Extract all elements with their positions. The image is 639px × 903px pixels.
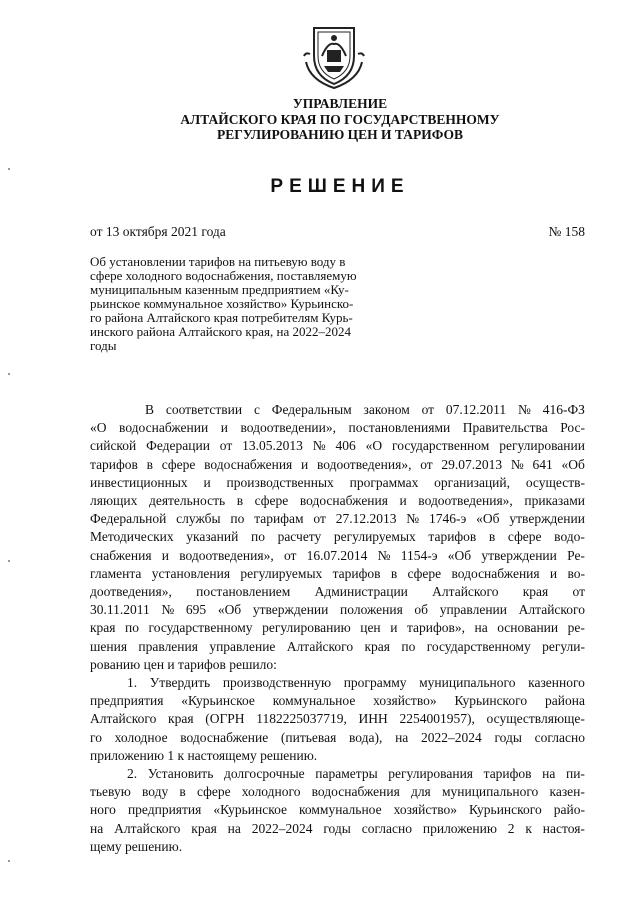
word: в	[390, 565, 398, 581]
subject-line: сфере холодного водоснабжения, поставляемую	[90, 268, 357, 283]
decision-number: № 158	[548, 224, 585, 239]
word: хозяйство»	[373, 693, 437, 709]
word: №	[161, 602, 175, 618]
word: 16.07.2014	[306, 547, 368, 563]
body-line	[90, 674, 585, 692]
word: долгосрочные	[223, 766, 305, 782]
word: 1154-э	[400, 547, 438, 563]
agency-name	[80, 96, 600, 143]
word: предприятия	[90, 693, 164, 709]
word: тарифам	[254, 511, 304, 527]
word: «Об	[561, 456, 585, 472]
subject-line: Об установлении тарифов на питьевую воду в	[90, 254, 346, 269]
word: шения	[90, 638, 128, 654]
agency-line: АЛТАЙСКОГО КРАЯ ПО ГОСУДАРСТВЕННОМУ	[180, 111, 500, 127]
body-line	[90, 492, 585, 510]
word: 29.07.2013	[441, 456, 503, 472]
word: от	[313, 511, 326, 527]
word: района	[545, 693, 585, 709]
body-line	[90, 619, 585, 637]
word: государственному	[148, 620, 253, 636]
word: предприятия	[127, 802, 202, 818]
word: на	[90, 820, 104, 836]
word: тьевую	[90, 784, 131, 800]
word: приложению	[422, 820, 497, 836]
item-2-paragraph	[90, 765, 585, 856]
word: сфере	[254, 493, 289, 509]
word: Алтайского	[286, 638, 354, 654]
word: утверждении	[252, 602, 329, 618]
body-line	[90, 801, 585, 819]
word: сфере	[507, 529, 542, 545]
word: 2022–2024	[421, 729, 482, 745]
word: положения	[340, 602, 403, 618]
word: Алтайского	[90, 711, 157, 727]
word: 2022–2024	[251, 820, 313, 836]
word: Федеральной	[90, 511, 167, 527]
word: и	[203, 474, 211, 490]
coat-of-arms-icon	[300, 22, 368, 90]
subject-line: муниципальным казенным предприятием «Ку-	[90, 282, 349, 297]
word: регули-	[542, 638, 585, 654]
word: производственных	[226, 474, 334, 490]
word: №	[312, 438, 326, 454]
scan-mark	[8, 373, 10, 375]
word: Утвердить	[149, 675, 211, 691]
word: ИНН	[358, 711, 388, 727]
body-line	[90, 437, 585, 455]
word: от	[420, 456, 433, 472]
word: водо-	[554, 529, 585, 545]
word: 07.12.2011	[445, 402, 507, 417]
word: 406	[335, 438, 356, 454]
word: на	[395, 729, 409, 745]
scan-mark	[8, 560, 10, 562]
word: в	[236, 493, 244, 509]
word: тарифов	[483, 766, 532, 782]
word: холодного	[241, 784, 301, 800]
body-line	[90, 401, 585, 419]
word: и	[301, 456, 309, 472]
body-line	[90, 474, 585, 492]
body-line	[90, 838, 585, 856]
word: снабжения	[90, 547, 152, 563]
word: края	[168, 711, 194, 727]
word: тарифов	[428, 529, 477, 545]
word: холодное	[114, 729, 168, 745]
word: на	[542, 766, 556, 782]
word: от	[283, 547, 297, 563]
word: райо-	[553, 802, 585, 818]
word: программах	[349, 474, 419, 490]
body-line	[90, 656, 585, 674]
body-line	[90, 747, 585, 765]
word: осуществляюще-	[486, 711, 585, 727]
word: №	[517, 402, 531, 417]
word: регулирования	[388, 766, 474, 782]
word: Правительства	[462, 420, 548, 436]
word: об	[414, 602, 429, 618]
body-line	[90, 729, 585, 747]
body-line	[90, 528, 585, 546]
subject-line: рьинское коммунальное хозяйство» Курьинско-	[90, 296, 354, 311]
word: по	[401, 638, 416, 654]
body-line	[90, 638, 585, 656]
document-type-title: РЕШЕНИЕ	[270, 176, 410, 197]
word: коммунальное	[299, 802, 382, 818]
subject-line: инского района Алтайского края, на 2022–2024	[90, 324, 351, 339]
word: «Об	[476, 511, 500, 527]
word: гламента	[90, 565, 142, 581]
word: 416-ФЗ	[542, 402, 585, 417]
word: сфере	[407, 565, 442, 581]
body-line	[90, 601, 585, 619]
scan-mark	[8, 168, 10, 170]
word: водоснабжения	[299, 493, 388, 509]
word: Федерации	[146, 438, 210, 454]
word: и	[220, 420, 228, 436]
word: ного	[90, 802, 116, 818]
word: 2	[507, 820, 515, 836]
word: края	[90, 620, 116, 636]
word: приложению 1 к настоящему решению.	[90, 747, 318, 763]
word: 27.12.2013	[335, 511, 397, 527]
word: цен	[360, 620, 381, 636]
word: Федеральным	[271, 402, 352, 417]
word: постановлениями	[348, 420, 451, 436]
word: тарифов»,	[406, 620, 465, 636]
word: 2254001957),	[399, 711, 475, 727]
word: казен-	[549, 784, 585, 800]
agency-line: РЕГУЛИРОВАНИЮ ЦЕН И ТАРИФОВ	[216, 127, 464, 142]
word: вода),	[349, 729, 383, 745]
word: водоотведения»,	[179, 547, 274, 563]
word: согласно	[361, 820, 413, 836]
word: Алтайского	[432, 584, 499, 600]
word: по	[230, 511, 245, 527]
word: края	[191, 820, 217, 836]
word: постановлением	[196, 584, 291, 600]
body-line	[90, 456, 585, 474]
word: Методических	[90, 529, 174, 545]
body-line	[90, 710, 585, 728]
word: в	[179, 784, 186, 800]
word: водоснабжение	[180, 729, 269, 745]
word: и	[399, 493, 407, 509]
word: водоснабжения	[204, 456, 293, 472]
word: Алтайского	[518, 602, 585, 618]
word: Алтайского	[114, 820, 181, 836]
word: водоснабжения	[311, 784, 400, 800]
word: хозяйство»	[393, 802, 458, 818]
body-line	[90, 765, 585, 783]
word: от	[421, 402, 435, 417]
word: водоснабжения	[451, 565, 540, 581]
word: (питьевая	[280, 729, 337, 745]
word: инвестиционных	[90, 474, 188, 490]
word: «Курьинское	[181, 693, 255, 709]
word: управление	[209, 638, 276, 654]
word: ляющих	[90, 493, 138, 509]
word: ре-	[567, 620, 585, 636]
body-line	[90, 565, 585, 583]
word: казенного	[528, 675, 585, 691]
word: правления	[138, 638, 198, 654]
word: на	[227, 820, 241, 836]
word: «Об	[217, 602, 242, 618]
word: 30.11.2011	[90, 602, 150, 618]
word: службы	[176, 511, 221, 527]
word: Рос-	[560, 420, 585, 436]
word: Курьинского	[469, 802, 542, 818]
word: деятельность	[148, 493, 226, 509]
word: государственному	[426, 638, 531, 654]
word: тарифов	[332, 565, 381, 581]
item-1-paragraph	[90, 674, 585, 765]
word: во-	[567, 565, 585, 581]
word: №	[377, 547, 391, 563]
word: В	[145, 402, 155, 417]
word: годы	[323, 820, 351, 836]
word: Ре-	[567, 547, 585, 563]
word: по	[250, 529, 265, 545]
body-line	[90, 820, 585, 838]
word: расчету	[277, 529, 322, 545]
word: государственном	[392, 438, 490, 454]
word: муниципального	[419, 675, 516, 691]
word: (ОГРН	[205, 711, 245, 727]
word: в	[146, 456, 154, 472]
word: «Об	[447, 547, 472, 563]
word: по	[125, 620, 140, 636]
word: щему решению.	[90, 838, 183, 854]
word: регулируемых	[240, 565, 323, 581]
word: рованию цен и тарифов решило:	[90, 656, 277, 672]
word: указаний	[186, 529, 239, 545]
word: Курьинского	[454, 693, 528, 709]
word: программу	[343, 675, 407, 691]
word: в	[488, 529, 496, 545]
word: доотведения»,	[90, 584, 172, 600]
word: сфере	[196, 784, 231, 800]
word: с	[253, 402, 260, 417]
word: утверждении	[481, 547, 557, 563]
scan-mark	[8, 860, 10, 862]
word: го	[90, 729, 102, 745]
word: Администрации	[314, 584, 408, 600]
word: и	[390, 620, 398, 636]
word: 1.	[127, 675, 138, 691]
agency-line: УПРАВЛЕНИЕ	[292, 96, 388, 111]
word: на	[474, 620, 488, 636]
word: «Курьинское	[213, 802, 287, 818]
word: «О	[90, 420, 107, 436]
word: годы	[494, 729, 522, 745]
word: установления	[151, 565, 231, 581]
word: регулируемых	[333, 529, 416, 545]
word: параметры	[315, 766, 378, 782]
word: коммунальное	[272, 693, 356, 709]
word: для	[410, 784, 431, 800]
word: края	[522, 584, 549, 600]
word: края	[364, 638, 390, 654]
body-line	[90, 547, 585, 565]
word: от	[572, 584, 585, 600]
word: сийской	[90, 438, 137, 454]
decision-date: от 13 октября 2021 года	[90, 224, 226, 239]
word: осуществ-	[525, 474, 585, 490]
word: и	[549, 565, 558, 581]
word: основании	[497, 620, 559, 636]
word: водоотведения»,	[418, 493, 513, 509]
word: 695	[185, 602, 207, 618]
word: муниципального	[441, 784, 539, 800]
word: к	[525, 820, 532, 836]
word: сфере	[161, 456, 196, 472]
word: законом	[363, 402, 410, 417]
word: 2.	[127, 766, 138, 782]
word: управлении	[439, 602, 508, 618]
word: 641	[532, 456, 553, 472]
word: тарифов	[90, 456, 138, 472]
body-line	[90, 583, 585, 601]
word: пи-	[565, 766, 585, 782]
word: организаций,	[434, 474, 511, 490]
word: соответствии	[165, 402, 243, 417]
body-line	[90, 783, 585, 801]
word: водоотведении»,	[240, 420, 336, 436]
word: №	[406, 511, 420, 527]
word: от	[219, 438, 233, 454]
word: 13.05.2013	[242, 438, 303, 454]
word: приказами	[524, 493, 585, 509]
body-line	[90, 419, 585, 437]
word: 1746-э	[429, 511, 467, 527]
word: 1182225037719,	[256, 711, 347, 727]
word: производственную	[222, 675, 332, 691]
word: и	[161, 547, 169, 563]
subject-line: го района Алтайского края потребителям Курь-	[90, 310, 353, 325]
word: Установить	[147, 766, 214, 782]
word: регулировании	[499, 438, 585, 454]
word: «О	[365, 438, 383, 454]
word: регулированию	[262, 620, 351, 636]
body-line	[90, 692, 585, 710]
word: воду	[141, 784, 169, 800]
word: утверждении	[509, 511, 585, 527]
word: согласно	[534, 729, 585, 745]
word: №	[510, 456, 524, 472]
body-line	[90, 510, 585, 528]
word: настоя-	[542, 820, 585, 836]
preamble-paragraph	[90, 401, 585, 674]
decision-body	[90, 401, 585, 856]
decision-subject	[90, 255, 410, 353]
word: водоснабжении	[119, 420, 209, 436]
subject-line: годы	[90, 338, 117, 353]
word: водоотведения»,	[316, 456, 412, 472]
